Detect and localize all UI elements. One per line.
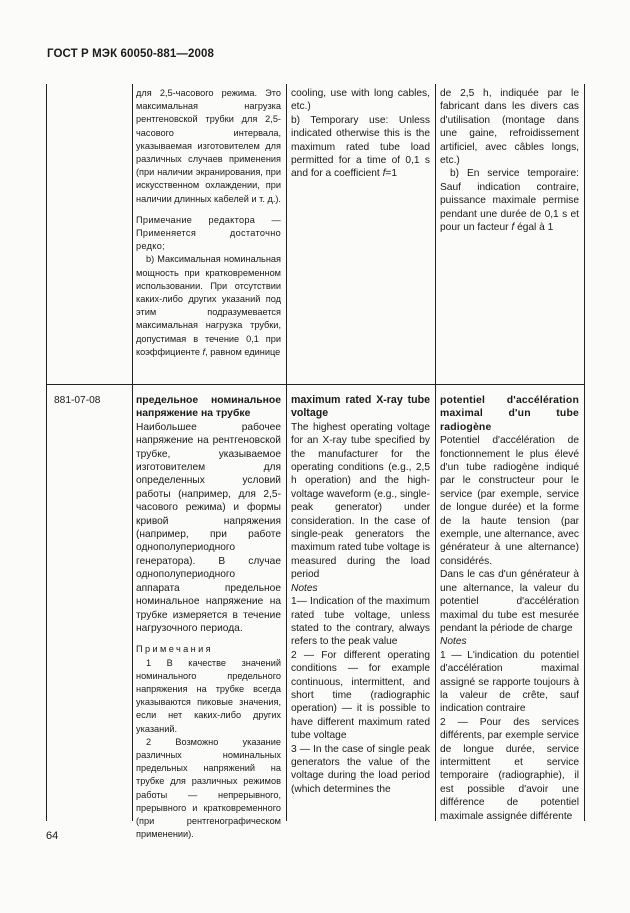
fr-term: potentiel d'accélération maximal d'un tube radiogène xyxy=(440,395,579,433)
ru-note-1: 1 В качестве значений номинального предельного напряжения на трубке всегда указываются пиковые значения, если нет каких-либо других указаний. xyxy=(136,657,281,734)
document-header: ГОСТ Р МЭК 60050-881—2008 xyxy=(47,48,214,60)
factor-symbol: f xyxy=(202,346,206,357)
factor-symbol: f xyxy=(511,222,515,234)
row1-ru-cell xyxy=(136,87,281,359)
ru-term: предельное номинальное напряжение на трубке xyxy=(136,395,281,420)
page-number: 64 xyxy=(46,830,59,842)
en-note-1: 1— Indication of the maximum rated tube voltage, unless stated to the contrary, always refers to the peak value xyxy=(291,596,430,648)
fr-definition-a: Potentiel d'accélération de fonctionnement le plus élevé d'un tube radiogène indiqué par le constructeur pour le service (par exemple, service de longue durée) et la forme de la haute tension (par exemple, une alternance, avec générateur à une alternance) considérés. xyxy=(440,435,579,567)
column-divider xyxy=(435,84,436,821)
en-term: maximum rated X-ray tube voltage xyxy=(291,394,430,420)
en-definition: The highest operating voltage for an X-ray tube specified by the manufacturer for the operating conditions (e.g., 2,5 h operation) and the high-voltage waveform (e.g., single-peak generator) under consideration. In the case of single-peak generators the maximum rated tube voltage is measured during the load period xyxy=(291,421,430,581)
table-border-left xyxy=(46,84,47,821)
en-temporary-rating xyxy=(291,114,430,181)
column-divider xyxy=(286,84,287,821)
fr-note-2: 2 — Pour des services différents, par exemple service de longue durée, service intermittent et service temporaire (radiographie), il est possible d'avoir une différence de potentiel maximale assignée différente xyxy=(440,716,579,822)
row2-en-cell xyxy=(291,394,430,796)
row1-fr-cell xyxy=(440,87,579,234)
factor-symbol: f xyxy=(382,168,386,180)
ru-temporary-text: b) Максимальная номинальная мощность при кратковременном использовании. При отсутствии каких-либо других указаний под этим подразумевается максимальная нагрузка трубки, допустимая в течение 0,1 при коэффициенте xyxy=(136,254,281,357)
row2-fr-cell xyxy=(440,394,579,823)
row1-en-cell xyxy=(291,87,430,181)
en-note-2: 2 — For different operating conditions — for example continuous, intermittent, and short time (radiographic operation) — it is possible to have different maximum rated tube voltage xyxy=(291,649,430,742)
ru-definition: Наибольшее рабочее напряжение на рентгеновской трубке, указываемое изготовителем для определенных условий работы (например, для 2,5-часового режима) и формы кривой напряжения (например, при работе однополупериодного генератора). В случае однополупериодного аппарата предельное номинальное напряжение на трубке измеряется в течение нагрузочного периода. xyxy=(136,421,281,634)
fr-note-1: 1 — L'indication du potentiel d'accélération maximal assigné se rapporte toujours à la valeur de crête, sauf indication contraire xyxy=(440,649,579,715)
editor-note: Примечание редактора — Применяется достаточно редко; xyxy=(136,214,281,252)
en-temporary-end: =1 xyxy=(385,168,398,180)
en-continuation-text: cooling, use with long cables, etc.) xyxy=(291,88,430,113)
term-code: 881-07-08 xyxy=(54,395,101,406)
fr-continuation-text: de 2,5 h, indiquée par le fabricant dans les divers cas d'utilisation (montage dans une gaine, refroidissement artificiel, avec câbles longs, etc.) xyxy=(440,88,579,167)
en-temporary-text: b) Temporary use: Unless indicated otherwise this is the maximum rated tube load permitted for a time of 0,1 s and for a coefficient xyxy=(291,114,430,180)
fr-temporary-text: b) En service temporaire: Sauf indication contraire, puissance maximale permise pendant une durée de 0,1 s et pour un facteur xyxy=(440,168,579,234)
table-border-right xyxy=(584,84,585,821)
row2-ru-cell xyxy=(136,394,281,841)
en-note-3: 3 — In the case of single peak generators the value of the voltage during the load period (which determines the xyxy=(291,743,430,795)
ru-notes-label: Примечания xyxy=(136,644,214,655)
column-divider xyxy=(132,84,133,821)
fr-temporary-rating xyxy=(440,167,579,234)
row-divider xyxy=(46,384,585,385)
ru-continuation-text: для 2,5-часового режима. Это максимальная нагрузка рентгеновской трубки для 2,5-часового интервала, указываемая изготовителем для различных случаев применения (при наличии экранирования, при искусственном охлаждении, при наличии длинных кабелей и т. д.). xyxy=(136,88,281,204)
ru-temporary-end: , равном единице xyxy=(205,346,281,357)
ru-temporary-rating xyxy=(136,253,281,359)
en-notes-label: Notes xyxy=(291,582,318,594)
ru-note-2: 2 Возможно указание различных номинальных предельных напряжений на трубке для различных режимов работы — непрерывного, прерывного и кратковременного (при рентгенографическом применении). xyxy=(136,736,281,840)
fr-temporary-end: égal à 1 xyxy=(517,222,554,234)
fr-definition-b: Dans le cas d'un générateur à une alternance, la valeur du potentiel d'accélération maximal du tube est mesurée pendant la période de charge xyxy=(440,569,579,634)
fr-notes-label: Notes xyxy=(440,636,467,648)
